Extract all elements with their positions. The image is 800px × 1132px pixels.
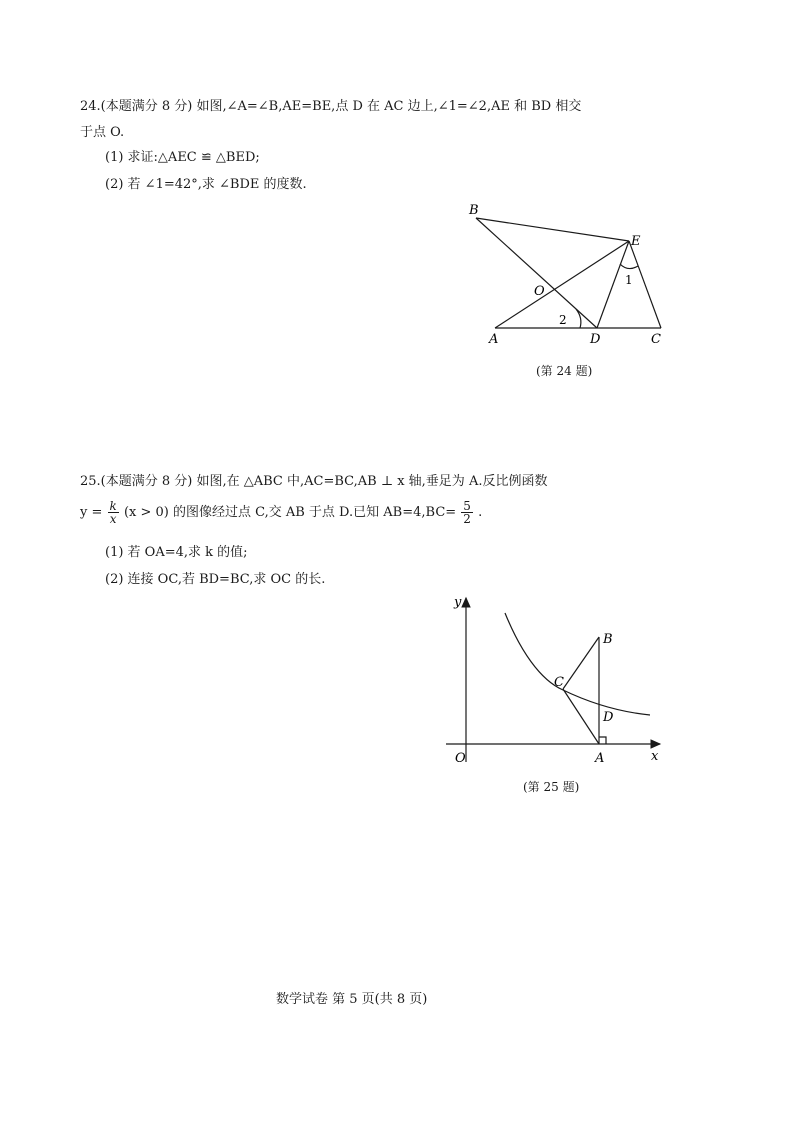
label-angle-2: 2	[559, 313, 567, 327]
page-footer: 数学试卷 第 5 页(共 8 页)	[276, 992, 428, 1007]
label-D: D	[590, 332, 601, 347]
q24-caption: (第 24 题)	[536, 364, 593, 378]
label-B: B	[469, 203, 479, 218]
label-y: y	[454, 595, 462, 610]
q24-part1: (1) 求证:△AEC ≌ △BED;	[105, 150, 260, 165]
q25-caption: (第 25 题)	[523, 780, 580, 794]
fraction-k-numerator: k	[109, 499, 117, 513]
hyperbola-curve	[505, 613, 650, 715]
label-A: A	[595, 751, 605, 766]
q24-stem-line2: 于点 O.	[80, 125, 125, 140]
right-angle-mark	[599, 737, 606, 744]
q24-part2: (2) 若 ∠1=42°,求 ∠BDE 的度数.	[105, 177, 307, 192]
q25-part1: (1) 若 OA=4,求 k 的值;	[105, 545, 248, 560]
label-C: C	[554, 675, 564, 690]
label-D: D	[603, 710, 614, 725]
label-angle-1: 1	[625, 273, 633, 287]
label-x: x	[651, 749, 659, 764]
label-C: C	[651, 332, 661, 347]
label-B: B	[603, 632, 613, 647]
q25-line2-middle: (x > 0) 的图像经过点 C,交 AB 于点 D.已知 AB=4,BC=	[123, 505, 457, 520]
label-A: A	[489, 332, 499, 347]
label-E: E	[631, 234, 641, 249]
fraction-bc-denominator: 2	[463, 512, 471, 526]
label-O: O	[534, 284, 545, 299]
q25-y-eq: y =	[80, 505, 103, 520]
fraction-k-denominator: x	[109, 512, 117, 526]
label-O: O	[455, 751, 466, 766]
q24-stem-line1: 24.(本题满分 8 分) 如图,∠A=∠B,AE=BE,点 D 在 AC 边上,∠1=∠2,AE 和 BD 相交	[80, 99, 582, 114]
fraction-bc-numerator: 5	[463, 499, 471, 513]
segment-CA	[563, 689, 599, 744]
q25-line2-end: .	[478, 505, 483, 520]
q25-part2: (2) 连接 OC,若 BD=BC,求 OC 的长.	[105, 572, 326, 587]
segment-CB	[563, 637, 599, 689]
q25-stem-line1: 25.(本题满分 8 分) 如图,在 △ABC 中,AC=BC,AB ⊥ x 轴,垂足为 A.反比例函数	[80, 474, 548, 489]
